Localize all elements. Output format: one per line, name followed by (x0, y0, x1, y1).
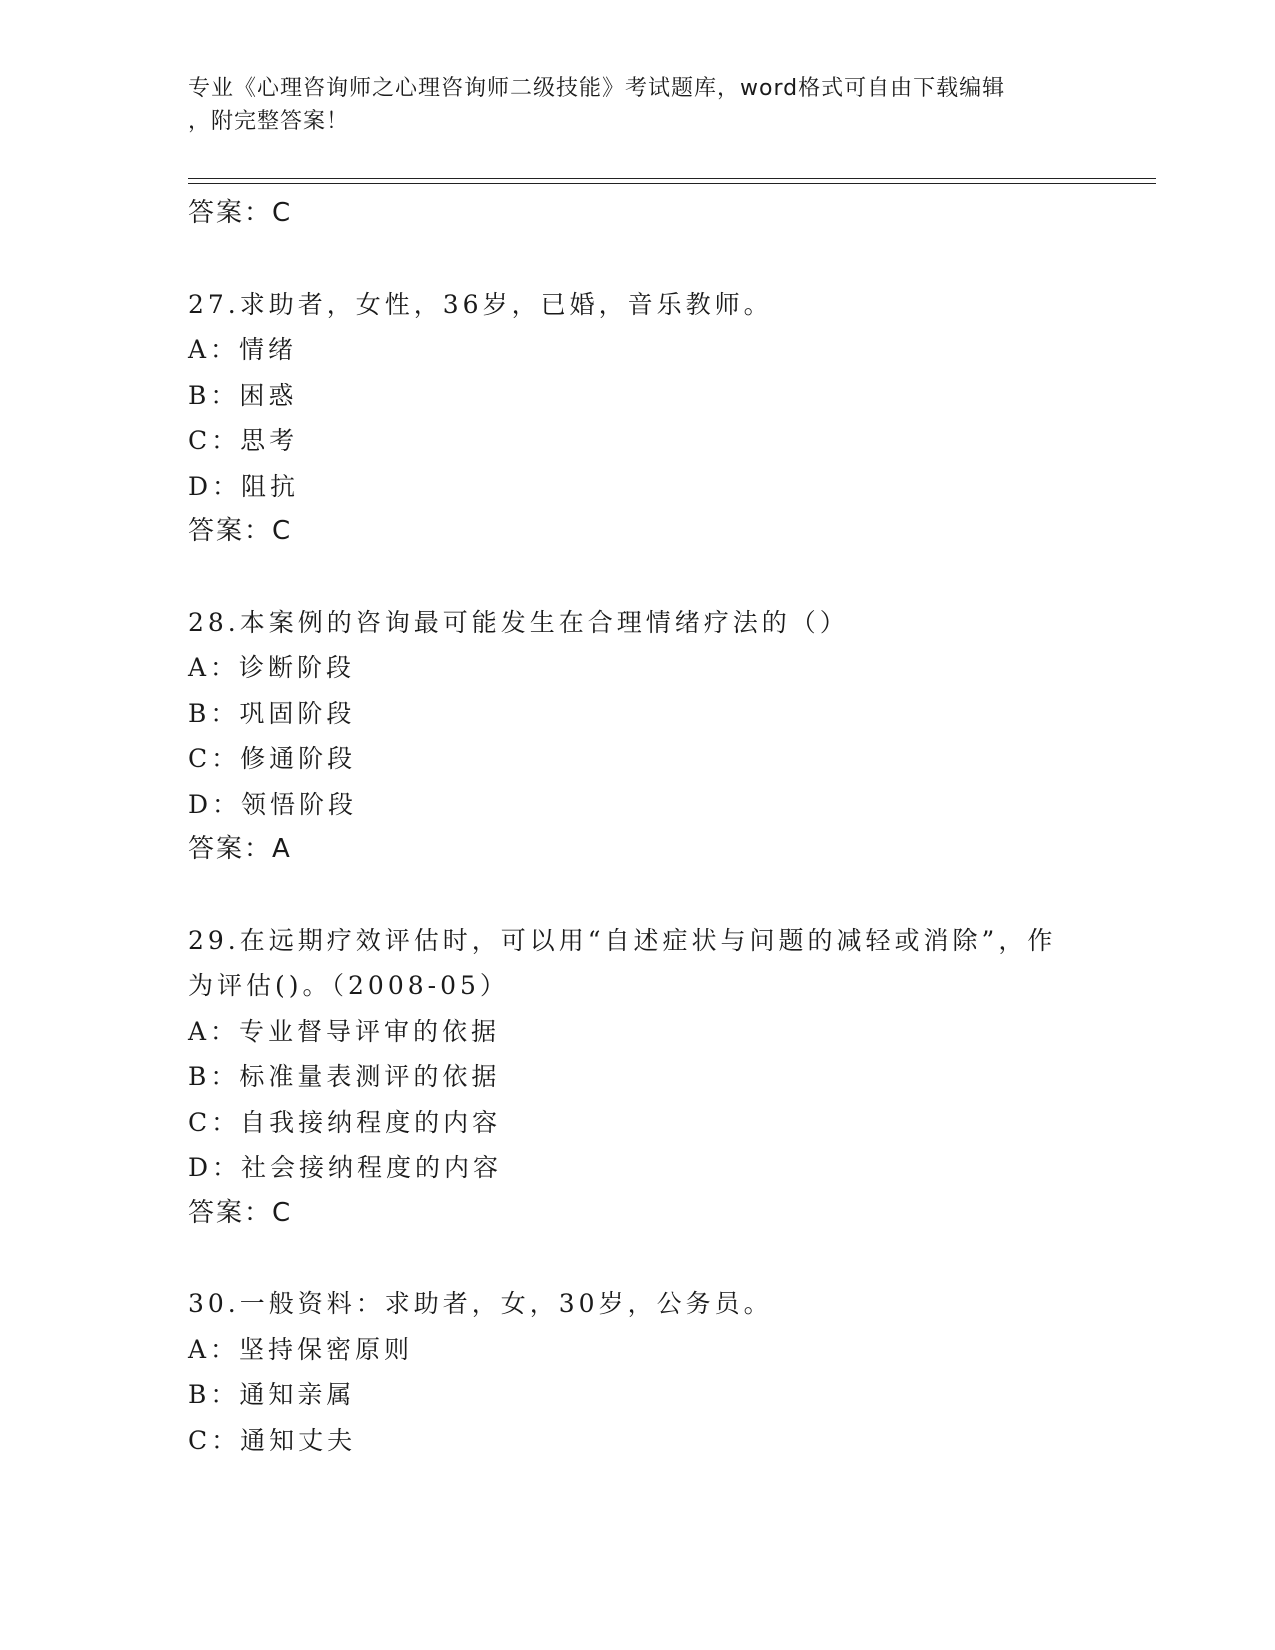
question-block-29 (188, 918, 1088, 1237)
option-b: B：巩固阶段 (188, 698, 356, 728)
spacer (188, 1236, 1088, 1281)
option-d: D：社会接纳程度的内容 (188, 1153, 503, 1182)
question-stem: 30.一般资料：求助者，女，30岁，公务员。 (188, 1289, 773, 1318)
option-d: D：阻抗 (188, 471, 300, 501)
spacer (188, 555, 1088, 600)
spacer (188, 873, 1088, 918)
question-block-27 (188, 282, 1088, 555)
question-block-28 (188, 600, 1088, 873)
option-d: D：领悟阶段 (188, 789, 358, 819)
question-list (188, 191, 1088, 1463)
header-line-2: ，附完整答案！ (188, 109, 350, 134)
answer-line: 答案：C (188, 516, 293, 546)
option-a: A：情绪 (188, 335, 298, 364)
option-c: C：通知丈夫 (188, 1425, 357, 1455)
answer-line: 答案：A (188, 834, 292, 864)
header-divider-top (188, 178, 1156, 179)
header-divider-bottom (188, 183, 1156, 184)
header-line-1: 专业《心理咨询师之心理咨询师二级技能》考试题库，word格式可自由下载编辑 (188, 76, 1006, 101)
question-stem: 29.在远期疗效评估时，可以用“自述症状与问题的减轻或消除”，作 (188, 925, 1057, 955)
option-b: B：通知亲属 (188, 1380, 356, 1409)
question-stem: 28.本案例的咨询最可能发生在合理情绪疗法的（） (188, 607, 849, 637)
option-c: C：修通阶段 (188, 744, 357, 773)
answer-line: 答案：C (188, 1197, 293, 1228)
question-stem-continued: 为评估()。（2008-05） (188, 971, 509, 1000)
option-c: C：自我接纳程度的内容 (188, 1107, 502, 1137)
question-block-30 (188, 1281, 1088, 1463)
spacer (188, 237, 1088, 282)
answer-line: 答案：C (188, 198, 293, 228)
option-c: C：思考 (188, 426, 299, 455)
option-b: B：标准量表测评的依据 (188, 1062, 501, 1091)
question-stem: 27.求助者，女性，36岁，已婚，音乐教师。 (188, 289, 773, 319)
option-a: A：诊断阶段 (188, 653, 356, 682)
option-b: B：困惑 (188, 380, 298, 410)
option-a: A：专业督导评审的依据 (188, 1016, 501, 1046)
option-a: A：坚持保密原则 (188, 1334, 414, 1364)
document-header (188, 72, 1088, 138)
